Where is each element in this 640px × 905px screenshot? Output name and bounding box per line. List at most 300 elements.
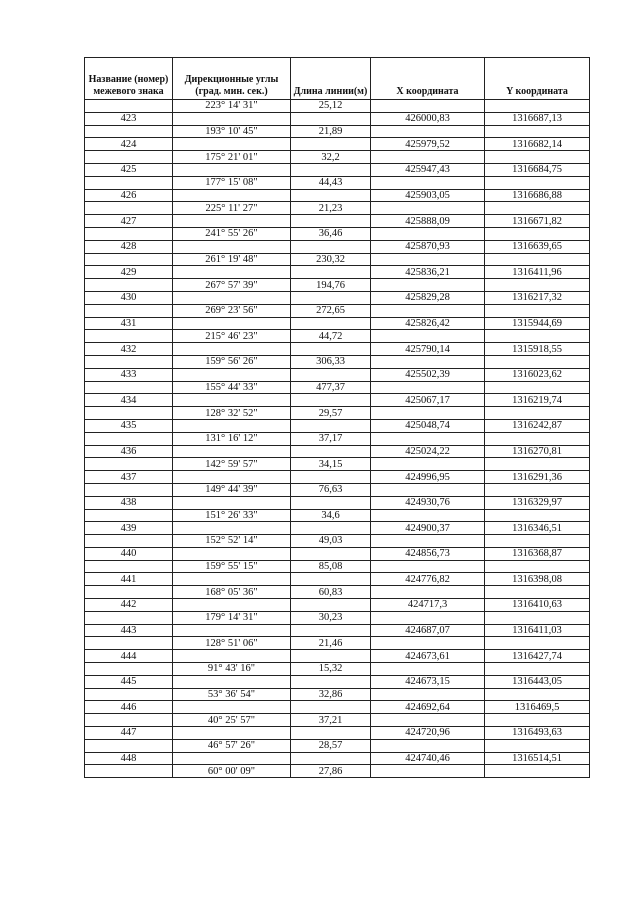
cell-y: 1315918,55 (485, 343, 590, 356)
table-row (85, 407, 590, 420)
header-length: Длина линии(м) (291, 58, 371, 100)
cell-length (291, 419, 371, 432)
cell-y: 1316686,88 (485, 189, 590, 202)
cell-y: 1316469,5 (485, 701, 590, 714)
cell-length: 306,33 (291, 355, 371, 368)
cell-name: 448 (85, 752, 173, 765)
cell-length (291, 394, 371, 407)
cell-name: 429 (85, 266, 173, 279)
cell-length (291, 727, 371, 740)
cell-length (291, 701, 371, 714)
table-row (85, 330, 590, 343)
cell-x (371, 739, 485, 752)
cell-length (291, 317, 371, 330)
cell-y: 1316687,13 (485, 112, 590, 125)
cell-y: 1316671,82 (485, 215, 590, 228)
cell-y (485, 304, 590, 317)
cell-angle (173, 317, 291, 330)
cell-x: 424930,76 (371, 496, 485, 509)
cell-angle (173, 547, 291, 560)
table-row (85, 445, 590, 458)
cell-name (85, 176, 173, 189)
cell-angle (173, 368, 291, 381)
cell-y (485, 739, 590, 752)
cell-y: 1316291,36 (485, 471, 590, 484)
cell-y: 1316242,87 (485, 419, 590, 432)
cell-y (485, 151, 590, 164)
cell-name: 426 (85, 189, 173, 202)
cell-x (371, 611, 485, 624)
cell-length (291, 368, 371, 381)
cell-length (291, 112, 371, 125)
cell-length (291, 240, 371, 253)
cell-x: 425836,21 (371, 266, 485, 279)
cell-y (485, 714, 590, 727)
cell-name: 440 (85, 547, 173, 560)
cell-y: 1316346,51 (485, 522, 590, 535)
cell-x (371, 509, 485, 522)
cell-angle (173, 215, 291, 228)
cell-name (85, 509, 173, 522)
cell-name: 443 (85, 624, 173, 637)
cell-length (291, 138, 371, 151)
cell-angle (173, 752, 291, 765)
cell-angle (173, 445, 291, 458)
cell-x (371, 432, 485, 445)
cell-angle: 177° 15' 08" (173, 176, 291, 189)
table-row (85, 752, 590, 765)
table-row (85, 355, 590, 368)
cell-length (291, 650, 371, 663)
header-y: Y координата (485, 58, 590, 100)
cell-angle (173, 291, 291, 304)
cell-x: 424856,73 (371, 547, 485, 560)
table-row (85, 727, 590, 740)
cell-length: 32,86 (291, 688, 371, 701)
cell-angle: 267° 57' 39" (173, 279, 291, 292)
cell-name (85, 407, 173, 420)
cell-y (485, 176, 590, 189)
cell-angle: 215° 46' 23" (173, 330, 291, 343)
cell-y: 1316684,75 (485, 163, 590, 176)
cell-x (371, 535, 485, 548)
cell-x: 425502,39 (371, 368, 485, 381)
cell-y (485, 663, 590, 676)
cell-length (291, 675, 371, 688)
cell-name: 433 (85, 368, 173, 381)
cell-y: 1316270,81 (485, 445, 590, 458)
cell-angle: 223° 14' 31" (173, 100, 291, 113)
table-row (85, 215, 590, 228)
table-row (85, 163, 590, 176)
cell-length: 29,57 (291, 407, 371, 420)
table-row (85, 471, 590, 484)
cell-angle: 151° 26' 33" (173, 509, 291, 522)
cell-name: 425 (85, 163, 173, 176)
cell-length: 30,23 (291, 611, 371, 624)
cell-name (85, 304, 173, 317)
cell-angle: 155° 44' 33" (173, 381, 291, 394)
cell-x: 425888,09 (371, 215, 485, 228)
cell-angle (173, 624, 291, 637)
table-row (85, 611, 590, 624)
cell-x (371, 483, 485, 496)
cell-x: 425048,74 (371, 419, 485, 432)
cell-x: 424687,07 (371, 624, 485, 637)
cell-x (371, 202, 485, 215)
header-name: Название (номер) межевого знака (85, 58, 173, 100)
cell-x (371, 714, 485, 727)
cell-length: 76,63 (291, 483, 371, 496)
cell-y: 1316427,74 (485, 650, 590, 663)
cell-x (371, 586, 485, 599)
table-header-row (85, 58, 590, 100)
cell-length (291, 266, 371, 279)
cell-angle: 53° 36' 54" (173, 688, 291, 701)
table-row (85, 688, 590, 701)
cell-angle (173, 650, 291, 663)
cell-length: 37,21 (291, 714, 371, 727)
cell-angle: 179° 14' 31" (173, 611, 291, 624)
cell-x: 424740,46 (371, 752, 485, 765)
cell-y (485, 381, 590, 394)
cell-y (485, 100, 590, 113)
cell-y: 1316410,63 (485, 599, 590, 612)
cell-length: 49,03 (291, 535, 371, 548)
cell-length (291, 624, 371, 637)
cell-name (85, 765, 173, 778)
cell-x: 424720,96 (371, 727, 485, 740)
cell-x: 425829,28 (371, 291, 485, 304)
cell-x: 424717,3 (371, 599, 485, 612)
cell-angle (173, 496, 291, 509)
table-row (85, 599, 590, 612)
table-row (85, 112, 590, 125)
cell-name (85, 560, 173, 573)
cell-angle: 60° 00' 09" (173, 765, 291, 778)
cell-angle: 128° 51' 06" (173, 637, 291, 650)
cell-x (371, 304, 485, 317)
cell-x (371, 330, 485, 343)
cell-length (291, 752, 371, 765)
cell-name: 434 (85, 394, 173, 407)
cell-x (371, 176, 485, 189)
cell-y (485, 330, 590, 343)
cell-name: 437 (85, 471, 173, 484)
table-row (85, 675, 590, 688)
table-row (85, 547, 590, 560)
table-row (85, 304, 590, 317)
cell-x (371, 688, 485, 701)
cell-name: 444 (85, 650, 173, 663)
cell-y (485, 483, 590, 496)
cell-name: 439 (85, 522, 173, 535)
table-row (85, 317, 590, 330)
cell-y (485, 611, 590, 624)
cell-name (85, 432, 173, 445)
cell-angle (173, 675, 291, 688)
cell-name: 430 (85, 291, 173, 304)
cell-name (85, 637, 173, 650)
cell-y: 1316217,32 (485, 291, 590, 304)
cell-name (85, 663, 173, 676)
cell-x: 424673,15 (371, 675, 485, 688)
cell-y: 1316368,87 (485, 547, 590, 560)
cell-name: 436 (85, 445, 173, 458)
table-row (85, 253, 590, 266)
header-angle: Дирекционные углы (град. мин. сек.) (173, 58, 291, 100)
table-row (85, 202, 590, 215)
cell-y (485, 560, 590, 573)
table-row (85, 650, 590, 663)
cell-name (85, 202, 173, 215)
cell-x: 424776,82 (371, 573, 485, 586)
cell-length: 477,37 (291, 381, 371, 394)
cell-length: 194,76 (291, 279, 371, 292)
cell-angle: 128° 32' 52" (173, 407, 291, 420)
cell-length (291, 522, 371, 535)
cell-x: 425947,43 (371, 163, 485, 176)
cell-length: 25,12 (291, 100, 371, 113)
cell-length: 230,32 (291, 253, 371, 266)
table-row (85, 560, 590, 573)
cell-length: 272,65 (291, 304, 371, 317)
cell-length: 60,83 (291, 586, 371, 599)
cell-x (371, 100, 485, 113)
cell-name: 438 (85, 496, 173, 509)
cell-y (485, 355, 590, 368)
cell-angle: 131° 16' 12" (173, 432, 291, 445)
cell-angle: 46° 57' 26" (173, 739, 291, 752)
cell-name (85, 535, 173, 548)
table-row (85, 663, 590, 676)
cell-angle: 152° 52' 14" (173, 535, 291, 548)
table-row (85, 381, 590, 394)
cell-angle: 40° 25' 57" (173, 714, 291, 727)
cell-x (371, 227, 485, 240)
cell-name: 446 (85, 701, 173, 714)
cell-name (85, 688, 173, 701)
cell-name: 442 (85, 599, 173, 612)
table-row (85, 483, 590, 496)
cell-name: 423 (85, 112, 173, 125)
cell-x: 425790,14 (371, 343, 485, 356)
cell-angle: 269° 23' 56" (173, 304, 291, 317)
cell-name (85, 253, 173, 266)
table-row (85, 125, 590, 138)
table-row (85, 151, 590, 164)
cell-length: 28,57 (291, 739, 371, 752)
cell-name (85, 611, 173, 624)
cell-angle (173, 727, 291, 740)
table-row (85, 765, 590, 778)
table-row (85, 535, 590, 548)
cell-angle (173, 343, 291, 356)
cell-name (85, 714, 173, 727)
cell-y (485, 586, 590, 599)
cell-x (371, 663, 485, 676)
table-row (85, 496, 590, 509)
cell-y (485, 688, 590, 701)
cell-x (371, 407, 485, 420)
cell-y: 1316514,51 (485, 752, 590, 765)
table-row (85, 266, 590, 279)
cell-y: 1315944,69 (485, 317, 590, 330)
table-row (85, 419, 590, 432)
cell-y: 1316443,05 (485, 675, 590, 688)
cell-angle: 175° 21' 01" (173, 151, 291, 164)
table-row (85, 227, 590, 240)
cell-x: 424900,37 (371, 522, 485, 535)
cell-y (485, 509, 590, 522)
table-row (85, 394, 590, 407)
table-row (85, 586, 590, 599)
cell-angle: 91° 43' 16" (173, 663, 291, 676)
cell-name (85, 227, 173, 240)
cell-x (371, 560, 485, 573)
cell-y: 1316219,74 (485, 394, 590, 407)
cell-x: 426000,83 (371, 112, 485, 125)
cell-name (85, 355, 173, 368)
cell-angle (173, 522, 291, 535)
cell-angle (173, 394, 291, 407)
cell-name: 445 (85, 675, 173, 688)
cell-x (371, 381, 485, 394)
table-row (85, 522, 590, 535)
cell-angle: 159° 55' 15" (173, 560, 291, 573)
cell-x: 425067,17 (371, 394, 485, 407)
cell-name (85, 151, 173, 164)
cell-y: 1316329,97 (485, 496, 590, 509)
cell-angle (173, 138, 291, 151)
table-row (85, 573, 590, 586)
header-x: X координата (371, 58, 485, 100)
cell-length (291, 496, 371, 509)
cell-y: 1316411,03 (485, 624, 590, 637)
table-row (85, 701, 590, 714)
cell-name (85, 381, 173, 394)
cell-name (85, 586, 173, 599)
cell-length (291, 471, 371, 484)
cell-y (485, 279, 590, 292)
table-row (85, 279, 590, 292)
cell-name: 447 (85, 727, 173, 740)
cell-x: 425903,05 (371, 189, 485, 202)
table-row (85, 624, 590, 637)
cell-name: 432 (85, 343, 173, 356)
cell-y (485, 407, 590, 420)
cell-y: 1316493,63 (485, 727, 590, 740)
cell-length: 27,86 (291, 765, 371, 778)
cell-name (85, 330, 173, 343)
cell-length (291, 599, 371, 612)
cell-x: 424692,64 (371, 701, 485, 714)
cell-y: 1316639,65 (485, 240, 590, 253)
table-row (85, 343, 590, 356)
cell-name (85, 483, 173, 496)
cell-length: 37,17 (291, 432, 371, 445)
cell-y (485, 765, 590, 778)
cell-x: 424673,61 (371, 650, 485, 663)
cell-name (85, 125, 173, 138)
cell-name (85, 279, 173, 292)
cell-y: 1316398,08 (485, 573, 590, 586)
cell-angle (173, 701, 291, 714)
cell-name: 435 (85, 419, 173, 432)
cell-y (485, 458, 590, 471)
cell-angle (173, 471, 291, 484)
cell-x (371, 637, 485, 650)
cell-angle: 159° 56' 26" (173, 355, 291, 368)
cell-name: 431 (85, 317, 173, 330)
cell-angle (173, 573, 291, 586)
table-row (85, 368, 590, 381)
cell-length (291, 215, 371, 228)
cell-name (85, 458, 173, 471)
cell-length: 85,08 (291, 560, 371, 573)
cell-length: 34,6 (291, 509, 371, 522)
cell-x (371, 125, 485, 138)
cell-y (485, 637, 590, 650)
cell-angle: 261° 19' 48" (173, 253, 291, 266)
cell-x: 425024,22 (371, 445, 485, 458)
cell-length: 21,23 (291, 202, 371, 215)
cell-y (485, 227, 590, 240)
table-row (85, 240, 590, 253)
table-row (85, 291, 590, 304)
cell-length (291, 163, 371, 176)
cell-length: 36,46 (291, 227, 371, 240)
cell-angle (173, 163, 291, 176)
cell-angle: 142° 59' 57" (173, 458, 291, 471)
cell-name: 424 (85, 138, 173, 151)
table-row (85, 458, 590, 471)
cell-length: 44,72 (291, 330, 371, 343)
table-row (85, 637, 590, 650)
cell-name (85, 100, 173, 113)
cell-y: 1316682,14 (485, 138, 590, 151)
boundary-coordinates-table (84, 57, 590, 778)
cell-length (291, 445, 371, 458)
table-row (85, 739, 590, 752)
cell-x: 424996,95 (371, 471, 485, 484)
cell-length (291, 547, 371, 560)
cell-angle (173, 189, 291, 202)
cell-angle: 241° 55' 26" (173, 227, 291, 240)
cell-x (371, 253, 485, 266)
cell-x: 425826,42 (371, 317, 485, 330)
table-row (85, 176, 590, 189)
cell-angle (173, 266, 291, 279)
cell-y (485, 432, 590, 445)
cell-angle: 168° 05' 36" (173, 586, 291, 599)
cell-length: 21,46 (291, 637, 371, 650)
cell-x (371, 151, 485, 164)
cell-angle: 149° 44' 39" (173, 483, 291, 496)
cell-y (485, 125, 590, 138)
cell-name: 441 (85, 573, 173, 586)
cell-length: 21,89 (291, 125, 371, 138)
table-row (85, 714, 590, 727)
cell-length: 15,32 (291, 663, 371, 676)
cell-y: 1316023,62 (485, 368, 590, 381)
cell-name: 427 (85, 215, 173, 228)
table-body (85, 100, 590, 778)
cell-y (485, 253, 590, 266)
cell-length (291, 189, 371, 202)
cell-angle (173, 599, 291, 612)
table-row (85, 189, 590, 202)
